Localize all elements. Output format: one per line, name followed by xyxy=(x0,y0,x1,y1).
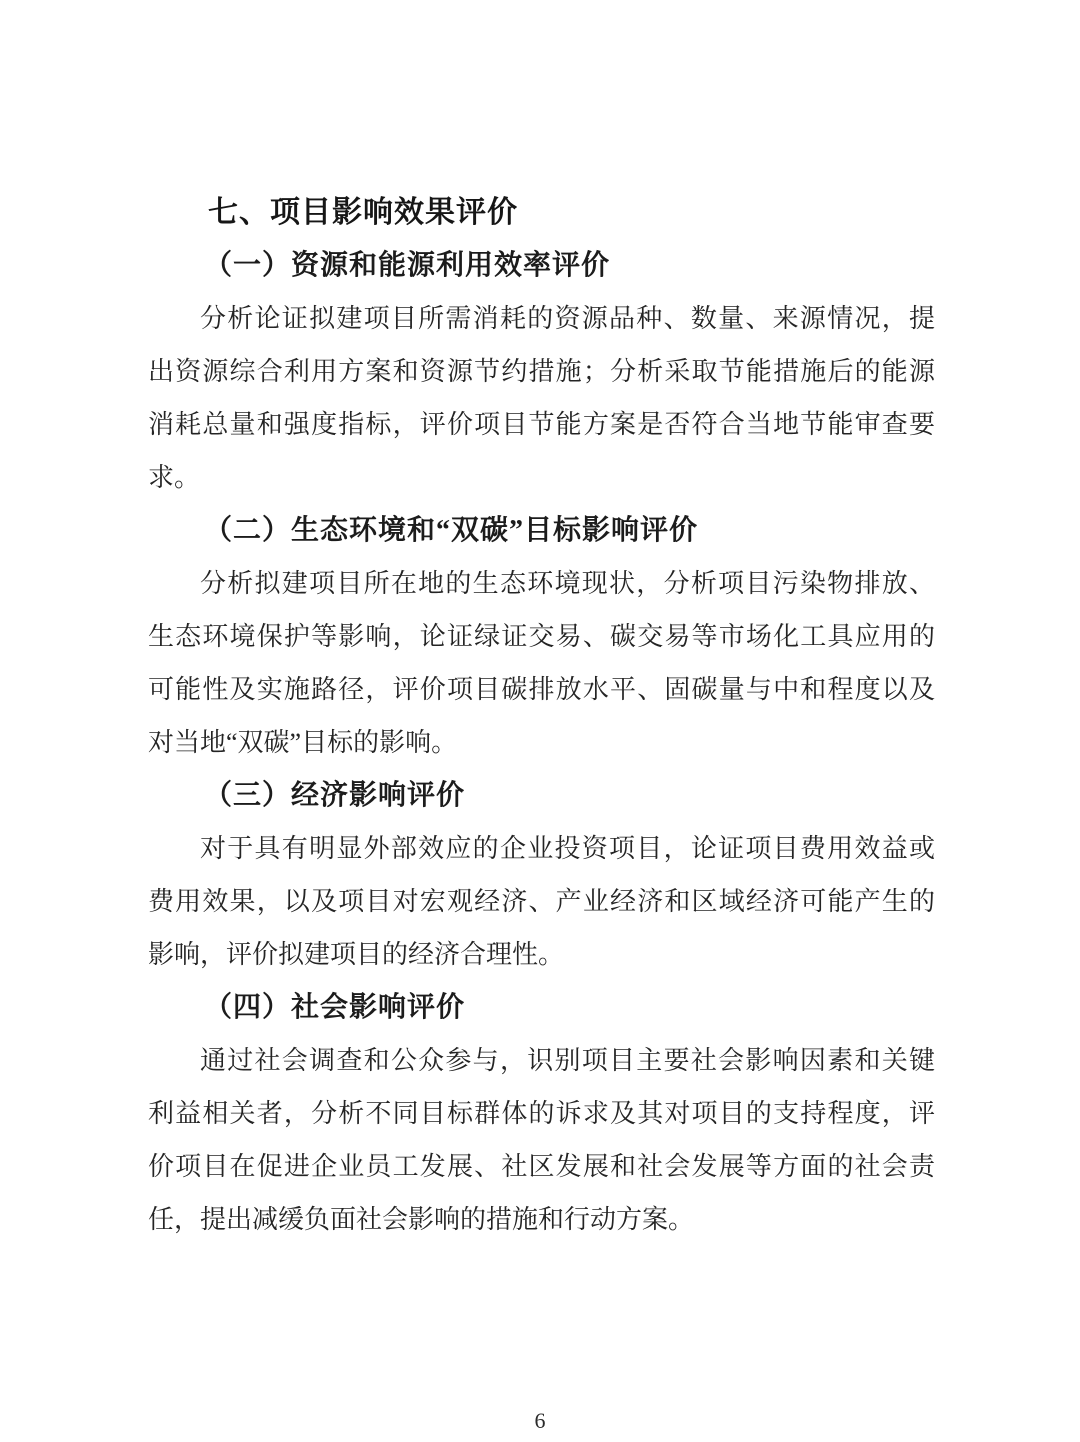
subsection-heading: （一）资源和能源利用效率评价 xyxy=(204,250,611,281)
subsection-heading: （三）经济影响评价 xyxy=(204,780,466,811)
section-social-impact-evaluation xyxy=(148,981,935,1246)
body-line: 分析拟建项目所在地的生态环境现状，分析项目污染物排放、 xyxy=(200,569,935,598)
body-line: 可能性及实施路径，评价项目碳排放水平、固碳量与中和程度以及 xyxy=(148,675,935,704)
body-line: 求。 xyxy=(148,463,201,492)
body-line: 出资源综合利用方案和资源节约措施；分析采取节能措施后的能源 xyxy=(148,357,935,386)
body-line: 分析论证拟建项目所需消耗的资源品种、数量、来源情况，提 xyxy=(200,304,935,333)
body-line: 价项目在促进企业员工发展、社区发展和社会发展等方面的社会责 xyxy=(148,1152,935,1181)
section-economic-impact-evaluation xyxy=(148,769,935,981)
body-line: 费用效果，以及项目对宏观经济、产业经济和区域经济可能产生的 xyxy=(148,887,935,916)
body-line: 消耗总量和强度指标，评价项目节能方案是否符合当地节能审查要 xyxy=(148,410,935,439)
subsection-heading: （四）社会影响评价 xyxy=(204,992,466,1023)
document-content xyxy=(148,186,935,1246)
page-number: 6 xyxy=(534,1408,546,1433)
subsection-heading: （二）生态环境和“双碳”目标影响评价 xyxy=(204,515,699,546)
body-line: 影响，评价拟建项目的经济合理性。 xyxy=(148,940,565,969)
chapter-title: 七、项目影响效果评价 xyxy=(208,196,518,229)
section-resource-energy-evaluation xyxy=(148,239,935,504)
body-line: 任，提出减缓负面社会影响的措施和行动方案。 xyxy=(148,1205,695,1234)
body-line: 利益相关者，分析不同目标群体的诉求及其对项目的支持程度，评 xyxy=(148,1099,935,1128)
body-line: 生态环境保护等影响，论证绿证交易、碳交易等市场化工具应用的 xyxy=(148,622,935,651)
body-line: 对当地“双碳”目标的影响。 xyxy=(148,728,458,757)
section-eco-environment-dual-carbon-evaluation xyxy=(148,504,935,769)
body-line: 通过社会调查和公众参与，识别项目主要社会影响因素和关键 xyxy=(200,1046,935,1075)
body-line: 对于具有明显外部效应的企业投资项目，论证项目费用效益或 xyxy=(200,834,935,863)
